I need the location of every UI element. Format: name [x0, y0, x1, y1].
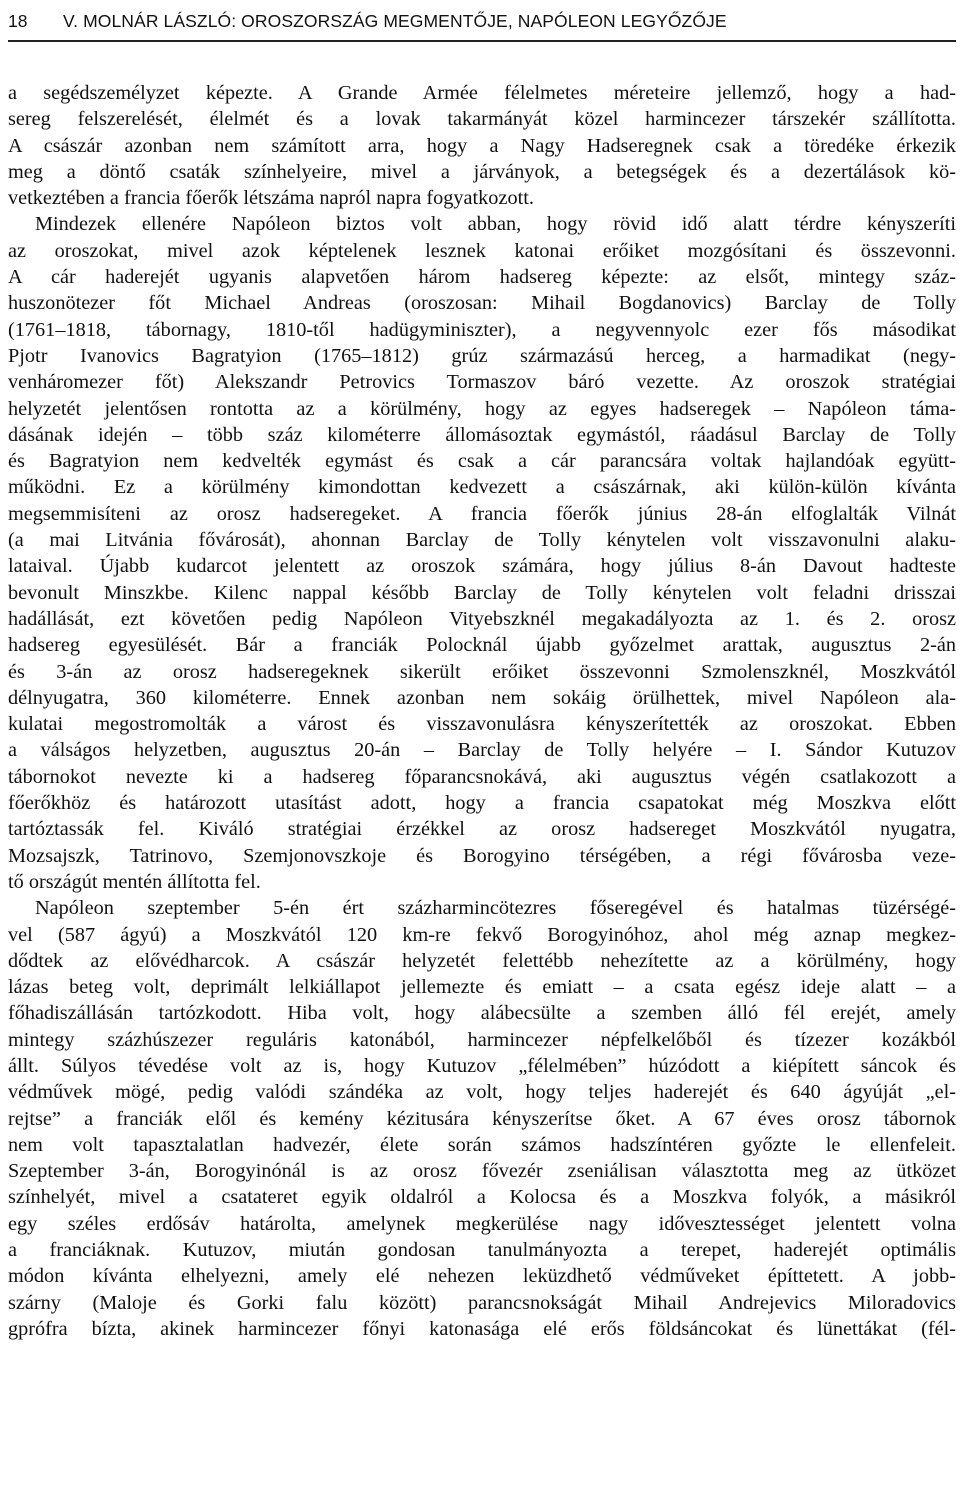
text-line: megsemmisíteni az orosz hadseregeket. A francia főerők június 28-án elfoglalták Vilnát: [8, 502, 956, 525]
text-line: szárny (Maloje és Gorki falu között) parancsnokságát Mihail Andrejevics Miloradovics: [8, 1291, 956, 1314]
text-line: vetkeztében a francia főerők létszáma napról napra fogyatkozott.: [8, 187, 534, 210]
paragraph-1: [8, 211, 956, 895]
text-line: védművek mögé, pedig valódi szándéka az volt, hogy teljes haderejét és 640 ágyúját „el-: [8, 1081, 956, 1104]
text-line: főhadiszállásán tartózkodott. Hiba volt, hogy alábecsülte a szemben álló fél erejét, amely: [8, 1002, 956, 1025]
text-line: működni. Ez a körülmény kimondottan kedvezett a császárnak, aki külön-külön kívánta: [8, 476, 956, 499]
text-line: Szeptember 3-án, Borogyinónál is az orosz fővezér zseniálisan választotta meg az ütközet: [8, 1160, 956, 1183]
text-line: főerőkhöz és határozott utasítást adott, hogy a francia csapatokat még Moszkva előtt: [8, 792, 956, 815]
text-line: színhelyét, mivel a csatateret egyik oldalról a Kolocsa és a Moszkva folyók, a másikról: [8, 1186, 956, 1209]
text-line: módon kívánta elhelyezni, amely elé nehezen leküzdhető védműveket építtetett. A jobb-: [8, 1265, 956, 1288]
text-line: és Bagratyion nem kedvelték egymást és csak a cár parancsára voltak hajlandóak együtt-: [8, 450, 956, 473]
text-line: tartóztassák fel. Kiváló stratégiai érzékkel az orosz hadsereget Moszkvától nyugatra,: [8, 818, 956, 841]
text-line: bevonult Minszkbe. Kilenc nappal később Barclay de Tolly kénytelen volt feladni drisszai: [8, 581, 956, 604]
text-line: A császár azonban nem számított arra, hogy a Nagy Hadseregnek csak a töredéke érkezik: [8, 134, 956, 157]
document-page: [8, 0, 956, 1490]
text-line: (1761–1818, tábornagy, 1810-től hadügyminiszter), a negyvennyolc ezer fős másodikat: [8, 318, 956, 341]
text-line: venháromezer főt) Alekszandr Petrovics Tormaszov báró vezette. Az oroszok stratégiai: [8, 371, 956, 394]
text-line: Mozsajszk, Tatrinovo, Szemjonovszkoje és Borogyino térségében, a régi fővárosba veze-: [8, 844, 956, 867]
running-header: [8, 6, 956, 42]
text-line: dásának idején – több száz kilométerre állomásoztak egymástól, ráadásul Barclay de Tolly: [8, 423, 956, 446]
text-line: lataival. Újabb kudarcot jelentett az oroszok számára, hogy július 8-án Davout hadteste: [8, 555, 956, 578]
text-line: a válságos helyzetben, augusztus 20-án – Barclay de Tolly helyére – I. Sándor Kutuzov: [8, 739, 956, 762]
sans-block: [8, 133, 956, 212]
text-line: tő országút mentén állította fel.: [8, 870, 261, 893]
intro-block: [8, 80, 956, 133]
text-line: a franciáknak. Kutuzov, miután gondosan tanulmányozta a terepet, haderejét optimális: [8, 1239, 956, 1262]
text-line: dődtek az elővédharcok. A császár helyzetét felettébb nehezítette az a körülmény, hogy: [8, 949, 956, 972]
text-line: A cár haderejét ugyanis alapvetően három hadsereg képezte: az elsőt, mintegy száz-: [8, 266, 956, 289]
text-line: Napóleon szeptember 5-én ért százharmincötezres főseregével és hatalmas tüzérségé-: [35, 897, 956, 920]
running-title: V. MOLNÁR LÁSZLÓ: OROSZORSZÁG MEGMENTŐJE, NAPÓLEON LEGYŐZŐJE: [63, 11, 727, 31]
text-line: vel (587 ágyú) a Moszkvától 120 km-re fekvő Borogyinóhoz, ahol még aznap megkez-: [8, 923, 956, 946]
text-line: mintegy százhúszezer reguláris katonából, harmincezer népfelkelőből és tízezer kozákból: [8, 1028, 956, 1051]
text-line: hadsereg egyesülését. Bár a franciák Polocknál újabb győzelmet arattak, augusztus 2-án: [8, 634, 956, 657]
text-line: egy széles erdősáv határolta, amelynek megkerülése nagy idővesztességet jelentett volna: [8, 1212, 956, 1235]
text-line: tábornokot nevezte ki a hadsereg főparancsnokává, aki augusztus végén csatlakozott a: [8, 765, 956, 788]
text-line: meg a döntő csaták színhelyeire, mivel a járványok, a betegségek és a dezertálások kö-: [8, 160, 956, 183]
text-line: állt. Súlyos tévedése volt az is, hogy Kutuzov „félelmében” húzódott a kiépített sáncok és: [8, 1054, 956, 1077]
text-line: gprófra bízta, akinek harmincezer főnyi katonasága elé erős földsáncokat és lünettákat (fél-: [8, 1317, 956, 1340]
text-line: helyzetét jelentősen rontotta az a körülmény, hogy az egyes hadseregek – Napóleon táma-: [8, 397, 956, 420]
text-line: nem volt tapasztalatlan hadvezér, élete során számos hadszíntéren győzte le ellenfeleit.: [8, 1133, 956, 1156]
text-line: huszonötezer főt Michael Andreas (oroszosan: Mihail Bogdanovics) Barclay de Tolly: [8, 292, 956, 315]
text-line: lázas beteg volt, deprimált lelkiállapot jellemezte és emiatt – a csata egész ideje alatt – a: [8, 976, 956, 999]
text-line: (a mai Litvánia fővárosát), ahonnan Barclay de Tolly kénytelen volt visszavonulni alaku-: [8, 529, 956, 552]
text-line: sereg felszerelését, élelmét és a lovak takarmányát közel harmincezer társzekér szállította.: [8, 108, 956, 131]
text-line: kulatai megostromolták a várost és visszavonulásra kényszerítették az oroszokat. Ebben: [8, 713, 956, 736]
text-line: hadállását, ezt követően pedig Napóleon Vityebszknél megakadályozta az 1. és 2. orosz: [8, 607, 956, 630]
paragraph-2: [8, 895, 956, 1342]
body-text: [8, 80, 956, 1342]
text-line: rejtse” a franciák elől és kemény kézitusára kényszerítse őket. A 67 éves orosz tábornok: [8, 1107, 956, 1130]
page-number: 18: [8, 11, 28, 31]
text-line: délnyugatra, 360 kilométerre. Ennek azonban nem sokáig örülhettek, mivel Napóleon ala-: [8, 686, 956, 709]
text-line: Mindezek ellenére Napóleon biztos volt abban, hogy rövid idő alatt térdre kényszeríti: [35, 213, 956, 236]
text-line: és 3-án az orosz hadseregeknek sikerült erőiket összevonni Szmolenszknél, Moszkvától: [8, 660, 956, 683]
text-line: a segédszemélyzet képezte. A Grande Armée félelmetes méreteire jellemző, hogy a had-: [8, 82, 956, 104]
text-line: Pjotr Ivanovics Bagratyion (1765–1812) grúz származású herceg, a harmadikat (negy-: [8, 344, 956, 367]
text-line: az oroszokat, mivel azok képtelenek lesznek katonai erőiket mozgósítani és összevonni.: [8, 239, 956, 262]
